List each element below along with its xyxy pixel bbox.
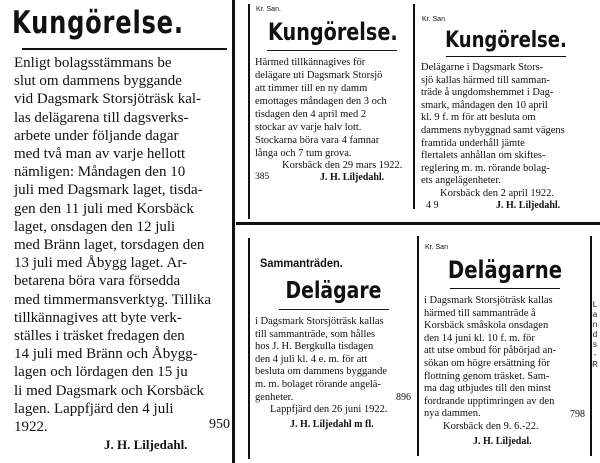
notice-3-line: reglering m. m. rörande bolag-	[421, 162, 550, 174]
notice-1-line: lagen. Lappfjärd den 4 juli	[14, 400, 174, 417]
notice-1	[8, 8, 230, 460]
notice-4-header: Sammanträden.	[260, 256, 343, 270]
notice-3-line: kl. 9 f. m för att besluta om	[421, 112, 536, 124]
notice-1-line: slut om dammens byggande	[14, 73, 182, 90]
notice-1-signature: J. H. Liljedahl.	[104, 437, 188, 453]
notice-1-line: vid Dagsmark Storsjöträsk kal-	[14, 91, 202, 108]
notice-1-line: lagen och lördagen den 15 ju	[14, 364, 188, 381]
notice-3-line: flertalets anhållan om skiftes-	[421, 150, 546, 162]
notice-1-line: nämligen: Måndagen den 10	[14, 164, 186, 181]
notice-1-line: 1922.	[14, 419, 48, 436]
notice-2-line: att timmer till en ny damm	[255, 83, 368, 94]
notice-3-signature: J. H. Liljedahl.	[496, 199, 561, 211]
notice-1-line: Enligt bolagsstämmans be	[14, 55, 172, 71]
notice-1-line: 14 juli med Bränn och Åbygg-	[14, 346, 198, 363]
notice-5-line: i Dagsmark Storsjöträsk kallas	[424, 295, 553, 306]
notice-3-line: framtida underhåll jämte	[421, 137, 525, 149]
notice-1-line: gen den 11 juli med Korsbäck	[14, 200, 194, 217]
notice-4-title-rule	[279, 309, 389, 310]
notice-1-number: 950	[209, 417, 230, 433]
notice-2-signature: J. H. Liljedahl.	[320, 172, 385, 183]
notice-5-line: flottning genom träsket. Sam-	[424, 370, 550, 382]
notice-3-line: ets angelägenheter.	[421, 175, 501, 187]
notice-2-title: Kungörelse.	[268, 18, 398, 46]
notice-3-header: Kr. San	[422, 16, 445, 23]
notice-2-line: Stockarna böra vara 4 famnar	[255, 135, 380, 146]
notice-1-line: laget, onsdagen den 12 juli	[14, 218, 176, 235]
notice-4-title: Delägare	[285, 278, 382, 304]
notice-1-title-rule	[22, 48, 227, 50]
notice-1-line: med två man av varje hellott	[14, 146, 186, 163]
edge-glyph: R	[592, 360, 598, 369]
notice-1-line: ställes i träsket fredagen den	[14, 328, 185, 345]
notice-1-line: 13 juli med Åbygg laget. Ar-	[14, 255, 188, 272]
notice-2-dateline: Korsbäck den 29 mars 1922.	[282, 160, 403, 171]
notice-2-line: delägare uti Dagsmark Storsjö	[255, 70, 383, 81]
notice-5-line: härmed till sammanträde å	[424, 307, 536, 319]
notice-4-line: till sammanträde, som hålles	[255, 328, 376, 340]
notice-1-line: li med Dagsmark och Korsbäck	[14, 382, 204, 399]
notice-3-dateline: Korsbäck den 2 april 1922.	[440, 187, 555, 199]
notice-4-line: besluta om dammens byggande	[255, 366, 388, 378]
edge-glyph: n	[592, 320, 598, 329]
notice-5-line: Korsbäck småskola onsdagen	[424, 320, 549, 332]
notice-4-line: genheter.	[255, 391, 294, 403]
notice-4-body	[252, 316, 415, 404]
divider-vertical-2	[248, 4, 250, 219]
edge-glyph: -	[593, 350, 597, 359]
notice-2-body	[252, 56, 412, 160]
notice-5-line: fordrande upptimringen av den	[424, 395, 555, 407]
notice-2-line: emottages måndagen den 3 och	[255, 96, 387, 107]
notice-3-line: dammens nybyggnad samt vägens	[421, 124, 565, 136]
notice-1-line: med timmermansverktyg. Tillika	[14, 291, 212, 308]
notice-1-line: med Bränn laget, torsdagen den	[14, 237, 205, 254]
notice-1-line: juli med Dagsmark laget, tisda-	[14, 182, 203, 199]
notice-5-line: att utse ombud för påbörjad an-	[424, 345, 557, 357]
notice-5-number: 798	[570, 408, 585, 420]
notice-4-signature: J. H. Liljedahl m fl.	[290, 419, 374, 431]
notice-5-line: sökan om högre ersättning för	[424, 357, 550, 369]
edge-glyph: s	[593, 340, 597, 349]
divider-vertical-3	[413, 4, 415, 209]
divider-vertical-4	[248, 238, 250, 459]
notice-5-line: den 14 juni kl. 10 f. m. för	[424, 332, 535, 344]
notice-3	[418, 6, 594, 220]
notice-4-line: den 4 juli kl. 4 e. m. för att	[255, 353, 368, 365]
notice-2	[252, 6, 412, 220]
notice-2-line: långa och 7 tum grova.	[255, 148, 352, 159]
notice-2-number: 385	[255, 172, 270, 182]
notice-2-line: tisdagen den 4 april med 2	[255, 109, 367, 120]
notice-3-title: Kungörelse.	[445, 28, 567, 53]
notice-3-line: träde å ungdomshemmet i Dag-	[421, 87, 554, 99]
notice-3-line: Delägarne i Dagsmark Stors-	[421, 62, 544, 73]
edge-glyph: a	[592, 310, 598, 319]
notice-5-line: ma dag utbjudes till den minst	[424, 383, 551, 395]
notice-1-line: tillkännagives att byte verk-	[14, 309, 182, 326]
edge-glyph: d	[592, 330, 598, 339]
notice-5-header: Kr. San	[425, 244, 448, 251]
edge-glyph: L	[592, 300, 598, 309]
divider-vertical-1	[232, 0, 235, 463]
divider-vertical-5	[417, 236, 419, 456]
notice-4-dateline: Lappfjärd den 26 juni 1922.	[270, 404, 388, 416]
notice-4-number: 896	[396, 392, 411, 404]
notice-2-title-rule	[267, 50, 397, 51]
notice-4-line: i Dagsmark Storsjöträsk kallas	[255, 316, 384, 327]
notice-5-title: Delägarne	[447, 256, 563, 284]
notice-2-line: Härmed tillkännagives för	[255, 57, 366, 68]
notice-2-line: stockar av varje halv lott.	[255, 122, 362, 133]
notice-4-line: m. m. bolaget rörande angelä-	[255, 378, 381, 390]
notice-3-body	[418, 62, 594, 188]
notice-5	[421, 238, 589, 458]
notice-5-body	[421, 295, 589, 421]
notice-3-title-rule	[446, 56, 566, 57]
divider-horizontal	[236, 222, 600, 225]
notice-5-title-rule	[450, 288, 560, 289]
notice-1-title: Kungörelse.	[12, 8, 184, 41]
notice-3-line: smark, måndagen den 10 april	[421, 99, 548, 111]
notice-5-dateline: Korsbäck den 9. 6.-22.	[443, 420, 539, 432]
notice-2-header: Kr. San.	[256, 6, 281, 13]
notice-1-line: betarena böra vara försedda	[14, 273, 181, 290]
notice-3-number: 4 9	[426, 199, 439, 211]
notice-4-line: hos J. H. Bergkulla tisdagen	[255, 341, 374, 353]
notice-3-line: sjö kallas härmed till samman-	[421, 74, 550, 86]
notice-5-signature: J. H. Liljedal.	[473, 435, 532, 447]
edge-fragment	[591, 300, 599, 370]
notice-4	[252, 238, 415, 458]
notice-1-line: arbete under följande dagar	[14, 127, 179, 144]
notice-1-line: las delägarena till dagsverks-	[14, 109, 189, 126]
notice-1-body	[8, 54, 228, 436]
notice-5-line: nya dammen.	[424, 408, 481, 420]
